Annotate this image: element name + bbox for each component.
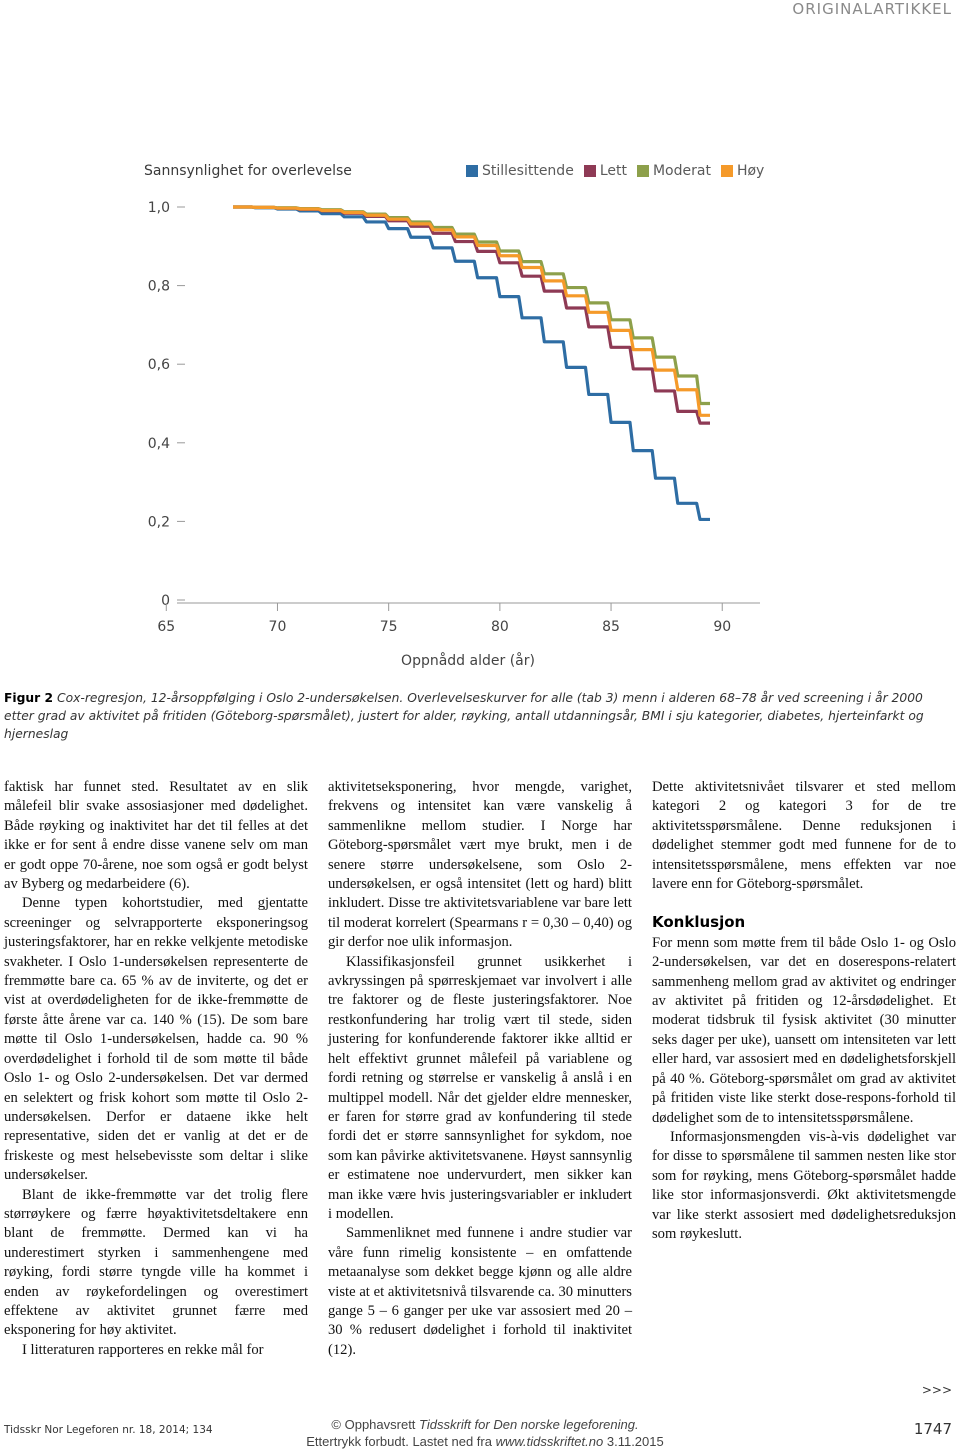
x-tick-label: 65 [157, 619, 176, 635]
conclusion-heading: Konklusjon [652, 913, 746, 932]
col1-paragraph: Blant de ikke-fremmøtte var det trolig flere størrøykere og færre høyaktivitetsdeltakere enn blant de fremmøtte. Dermed kan vi ha underestimert styrken i sammenhengene med røyking, fordi større tyngde ville ha kommet i enden av røykefordelingen og overestimert effektene av aktivitet grunnet færre med eksponering for høy aktivitet. [4, 1186, 308, 1339]
copyright-prefix: © Opphavsrett [331, 1417, 416, 1432]
x-tick-label: 70 [268, 619, 287, 635]
legend-label: Moderat [652, 163, 711, 179]
print-note: Ettertrykk forbudt. Lastet ned fra [306, 1434, 492, 1449]
y-tick-label: 0,2 [147, 514, 170, 531]
y-tick-label: 0,8 [147, 278, 170, 295]
copyright-notice [240, 1416, 730, 1450]
series-line-høy [233, 207, 710, 415]
text-column-3 [652, 778, 956, 1244]
x-tick-label: 80 [490, 619, 509, 635]
x-tick-label: 90 [713, 619, 732, 635]
print-site-link[interactable]: www.tidsskriftet.no [495, 1434, 604, 1449]
chart-title: Sannsynlighet for overlevelse [144, 163, 352, 179]
col2-paragraph: Klassifikasjonsfeil grunnet usikkerhet i avkryssingen på spørreskjemaet var involvert i alle tre faktorer og de fleste justeringsfaktorer. Noe restkonfundering har trolig vært til stede, siden justering for konfunderende faktorer ikke alltid er helt effektivt grunnet målefeil på variablene og fordi retning og størrelse er vanskelig å anslå i en multippel modell. Når det gjelder eldre mennesker, er faren for større grad av konfundering til stede fordi det er større sannsynlighet for sykdom, noe som kan påvirke aktivitetsvanene. Høyst sannsynlig er estimatene noe undervurdert, men sikker kan man ikke være hvis justeringsvariabler er inkludert i modellen. [328, 953, 632, 1222]
y-tick-label: 0 [161, 593, 170, 609]
series-line-lett [233, 207, 710, 423]
figure-caption [4, 689, 956, 743]
figure-caption-text: Cox-regresjon, 12-årsoppfølging i Oslo 2-undersøkelsen. Overlevelseskurver for alle (tab 3) menn i alderen 68–78 år ved screening i år 2000 etter grad av aktivitet på fritiden (Göteborg-spørsmålet), justert for alder, røyking, antall utdanningsår, BMI i sju kategorier, diabetes, hjerteinfarkt og hjerneslag [4, 691, 924, 741]
series-line-stillesittende [233, 207, 710, 519]
journal-reference: Tidsskr Nor Legeforen nr. 18, 2014; 134 [4, 1424, 213, 1436]
x-tick-label: 75 [379, 619, 398, 635]
x-axis-label: Oppnådd alder (år) [401, 653, 535, 669]
section-label: ORIGINALARTIKKEL [792, 0, 952, 18]
legend-label: Lett [599, 163, 627, 179]
col1-paragraph: I litteraturen rapporteres en rekke mål for [22, 1341, 264, 1358]
copyright-journal: Tidsskrift for Den norske legeforening. [419, 1417, 639, 1432]
legend-label: Høy [736, 163, 765, 179]
col1-paragraph: faktisk har funnet sted. Resultatet av en slik målefeil blir svake assosiasjoner med dødelighet. Både røyking og inaktivitet har det til felles at det ikke er for sent å endre disse vanene selv om man er godt oppe 70-årene, noe som også er godt belyst av Byberg og medarbeidere (6). [4, 779, 308, 893]
col3-intro-paragraph: Dette aktivitetsnivået tilsvarer et sted mellom kategori 2 og kategori 3 for de tre aktivitetsspørsmålene. Denne reduksjonen i dødelighet stemmer godt med funnene for de to intensitetsspørsmålene, mens effekten var noe lavere enn for Göteborg-spørsmålet. [652, 779, 956, 893]
x-tick-label: 85 [602, 619, 620, 635]
continue-marker: >>> [921, 1383, 952, 1397]
y-tick-label: 1,0 [147, 200, 170, 216]
y-tick-label: 0,6 [147, 357, 170, 374]
page-number: 1747 [913, 1420, 952, 1438]
y-tick-label: 0,4 [147, 435, 170, 452]
text-column-2 [328, 778, 632, 1360]
col3-paragraph: Informasjonsmengden vis-à-vis dødelighet var for disse to spørsmålene til sammen nesten like stor som for røyking, mens Göteborg-spørsmålet hadde like stor informasjonsverdi. Økt aktivitetsmengde var like sterkt assosiert med dødelighetsreduksjon som røykeslutt. [652, 1128, 956, 1242]
col2-paragraph: aktivitetseksponering, hvor mengde, varighet, frekvens og intensitet kan være vanskelig å sammenlikne mellom studier. I Norge har Göteborg-spørsmålet vært mye brukt, men i de senere større undersøkelsene, som Oslo 2-undersøkelsen, er også intensitet (lett og hard) blitt inkludert. Disse tre aktivitetsvariablene var bare lett til moderat korrelert (Spearmans r = 0,30 – 0,40) og gir derfor noe ulik informasjon. [328, 779, 632, 951]
col2-paragraph: Sammenliknet med funnene i andre studier var våre funn rimelig konsistente – en omfattende metaanalyse som dekket begge kjønn og alle aldre viste at et aktivitetsnivå tilsvarende ca. 30 minutters gange 5 – 6 ganger per uke var assosiert med 20 – 30 % redusert dødelighet i forhold til inaktivitet (12). [328, 1225, 632, 1358]
col1-paragraph: Denne typen kohortstudier, med gjentatte screeninger og selvrapporterte eksponeringsog justeringsfaktorer, har en rekke velkjente metodiske svakheter. I Oslo 1-undersøkelsen representerte de fremmøtte bare ca. 65 % av de inviterte, og det er vist at overdødeligheten for de ikke-fremmøtte de første åtte årene var ca. 140 % (15). De som bare møtte til Oslo 1-undersøkelsen, hadde ca. 90 % overdødelighet i forhold til de som møtte til både Oslo 1- og Oslo 2-undersøkelsen. Det var dermed en selektert og frisk kohort som møtte til Oslo 2-undersøkelsen. Derfor er dataene ikke helt representative, siden det er vanlig at det er de friskeste og mest helsebevisste som deltar i slike undersøkelser. [4, 895, 308, 1184]
print-date: 3.11.2015 [606, 1434, 664, 1449]
survival-chart [0, 0, 960, 690]
figure-label: Figur 2 [4, 691, 54, 705]
legend-label: Stillesittende [482, 163, 574, 179]
col3-paragraph: For menn som møtte frem til både Oslo 1- og Oslo 2-undersøkelsen, var det en doserespons-relatert sammenheng mellom grad av aktivitet og endringer av aktivitet på fritiden og 12-årsdødelighet. Et moderat tidsbruk til fysisk aktivitet (30 minutter seks dager per uke), uansett om intensiteten var lett eller hard, var assosiert med en dødelighetsforskjell på 40 %. Göteborg-spørsmålet om grad av aktivitet på fritiden viste like sterkt dose-respons-forhold til dødelighet som de to intensitetsspørsmålene. [652, 934, 956, 1126]
text-column-1 [4, 778, 308, 1360]
